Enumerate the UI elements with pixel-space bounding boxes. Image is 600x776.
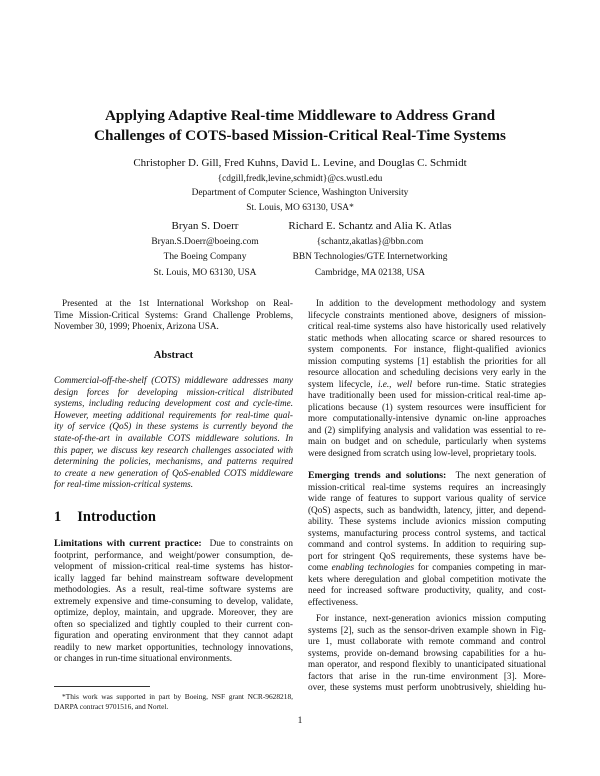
- paper-title-line-2: Challenges of COTS-based Mission-Critical Real-Time Systems: [94, 127, 506, 144]
- body-line: ure 1, must collaborate with remote command and control: [308, 636, 546, 646]
- abstract-line: design forces for developing mission-critical distributed: [54, 386, 293, 397]
- author-name: Richard E. Schantz and Alia K. Atlas: [288, 220, 452, 232]
- text-run-italic: enabling technologies: [331, 562, 415, 572]
- body-line: kets where deregulation and global competition motivate the: [308, 573, 546, 584]
- intro-lead-rest: Due to constraints on: [209, 538, 293, 548]
- body-line: plications because (1) system resources were insufficient for: [308, 401, 546, 412]
- author-email: Bryan.S.Doerr@boeing.com: [151, 236, 259, 247]
- intro-line: [54, 538, 293, 549]
- body-line: effectiveness.: [308, 596, 359, 607]
- footnote-line: DARPA contract 9701516, and Nortel.: [54, 701, 169, 711]
- intro-line: footprint, performance, and weight/power consumption, de-: [54, 549, 293, 560]
- emerging-lead: Emerging trends and solutions:: [308, 470, 447, 481]
- body-line: [308, 562, 546, 573]
- body-line: man operator, and respond flexibly to unanticipated situational: [308, 659, 546, 669]
- abstract-line: this paper, we discuss key research challenges associated with: [54, 444, 293, 455]
- abstract-line: Commercial-off-the-shelf (COTS) middleware addresses many: [54, 375, 293, 385]
- footnote-rule: [54, 686, 150, 687]
- text-run-italic: i.e., well: [377, 378, 413, 389]
- body-line: In addition to the development methodology and system: [316, 298, 546, 308]
- author-address: St. Louis, MO 63130, USA*: [246, 203, 354, 213]
- text-run: for companies competing in mar-: [414, 562, 546, 572]
- body-line: need for increased software productivity, quality, and cost-: [308, 585, 546, 595]
- emerging-lead-rest: The next generation of: [455, 470, 546, 480]
- abstract-heading: Abstract: [153, 350, 194, 361]
- author-names: Christopher D. Gill, Fred Kuhns, David L. Levine, and Douglas C. Schmidt: [133, 157, 467, 169]
- body-line: factors that arise in the run-time environment [3]. More-: [308, 670, 546, 681]
- abstract-line: state-of-the-art in available COTS middleware solutions. In: [54, 433, 293, 443]
- section-heading: [54, 509, 156, 526]
- author-email: {schantz,akatlas}@bbn.com: [316, 236, 424, 247]
- intro-line: extremely expensive and time-consuming to develop, validate,: [54, 595, 293, 606]
- body-line: system components. For instance, flight-qualified avionics: [308, 344, 546, 354]
- author-name: Bryan S. Doerr: [171, 220, 239, 232]
- author-block-bbn: [265, 219, 475, 281]
- presented-line: November 30, 1999; Phoenix, Arizona USA.: [54, 321, 219, 331]
- intro-line: readily to new market opportunities, technology innovations,: [54, 641, 293, 652]
- intro-lead: Limitations with current practice:: [54, 538, 202, 549]
- body-line: and (2) simplifying analysis and validation was essential to re-: [308, 424, 546, 435]
- body-line: mission computing systems [1] establish the priorities for all: [308, 355, 546, 366]
- body-line: port for stringent QoS requirements, these systems have be-: [308, 550, 546, 561]
- body-line: For instance, next-generation avionics mission computing: [316, 613, 546, 623]
- body-line: critical real-time systems also have historically used relatively: [308, 321, 546, 331]
- author-department: Department of Computer Science, Washington University: [191, 188, 409, 198]
- body-line: resource allocation and scheduling decisions very early in the: [308, 367, 546, 377]
- abstract-line: for real-time mission-critical systems.: [54, 479, 193, 490]
- section-title: Introduction: [77, 509, 156, 525]
- body-line: systems [2], such as the sensor-driven example shown in Fig-: [308, 624, 546, 635]
- abstract-line: ity of service (QoS) in these systems is currently beyond the: [54, 421, 293, 432]
- intro-line: figuration and operating environment that they cannot adapt: [54, 630, 293, 640]
- intro-line: or changes in run-time situational environments.: [54, 653, 233, 663]
- body-line: over, these systems must perform unobtrusively, shielding hu-: [308, 682, 546, 692]
- text-run: come: [308, 562, 332, 572]
- body-line: ability. These systems include avionics mission computing: [308, 516, 546, 526]
- paper-title-line-1: Applying Adaptive Real-time Middleware to Address Grand: [104, 107, 496, 124]
- body-line: more computationally-intensive dynamic on-line approaches: [308, 413, 546, 423]
- abstract-line: determining the policies, mechanisms, and patterns required: [54, 456, 293, 467]
- body-line: mission-critical real-time systems requires an increasingly: [308, 481, 546, 492]
- abstract-line: to create a new generation of QoS-enabled COTS middleware: [54, 467, 293, 478]
- footnote-line: *This work was supported in part by Boeing, NSF grant NCR-9628218,: [62, 692, 293, 701]
- body-line: were designed from scratch using low-level, proprietary tools.: [308, 447, 537, 458]
- page-number: 1: [297, 716, 303, 726]
- intro-line: often so specialized and tightly coupled to their current con-: [54, 618, 293, 629]
- intro-line: ically lagged far behind mainstream software development: [54, 572, 293, 583]
- abstract-line: systems, including reducing development cost and cycle-time.: [54, 398, 293, 409]
- body-line: systems, provide on-demand browsing capabilities for a hu-: [308, 647, 546, 658]
- abstract-line: However, meeting additional requirements for real-time qual-: [54, 409, 293, 420]
- body-line: main on budget and on schedule, particularly when systems: [308, 436, 546, 446]
- intro-line: velopment of mission-critical real-time systems has histor-: [54, 561, 293, 571]
- body-line: wide range of features to support various quality of service: [308, 493, 546, 503]
- author-email: {cdgill,fredk,levine,schmidt}@cs.wustl.edu: [217, 174, 383, 184]
- body-line: lifecycle constraints mentioned above, designers of mission-: [308, 309, 546, 320]
- presented-line: Presented at the 1st International Workshop on Real-: [62, 298, 293, 308]
- intro-line: optimize, deploy, maintain, and upgrade. Moreover, they are: [54, 607, 293, 617]
- section-number: 1: [54, 509, 62, 525]
- author-org: BBN Technologies/GTE Internetworking: [292, 252, 448, 263]
- author-block-boeing: [130, 219, 280, 281]
- body-line: systems, manufacturing process control systems, and tactical: [308, 527, 546, 538]
- body-line: (QoS) aspects, such as bandwidth, latency, jitter, and depend-: [308, 504, 546, 515]
- presented-line: Time Mission-Critical Systems: Grand Challenge Problems,: [54, 309, 293, 320]
- intro-line: methodologies. As a result, real-time software systems are: [54, 584, 293, 594]
- body-line: command and control systems. In addition to requiring sup-: [308, 539, 546, 549]
- author-address: St. Louis, MO 63130, USA: [153, 267, 257, 278]
- author-address: Cambridge, MA 02138, USA: [314, 267, 426, 278]
- body-line: static methods when allocating scarce or shared resources to: [308, 332, 546, 343]
- body-line: [308, 470, 546, 481]
- text-run: system lifecycle,: [308, 378, 378, 389]
- body-line: have traditionally been used for mission-critical real-time ap-: [308, 390, 546, 400]
- author-org: The Boeing Company: [163, 252, 247, 263]
- text-run: before run-time. Static strategies: [412, 378, 546, 389]
- body-line: [308, 379, 546, 390]
